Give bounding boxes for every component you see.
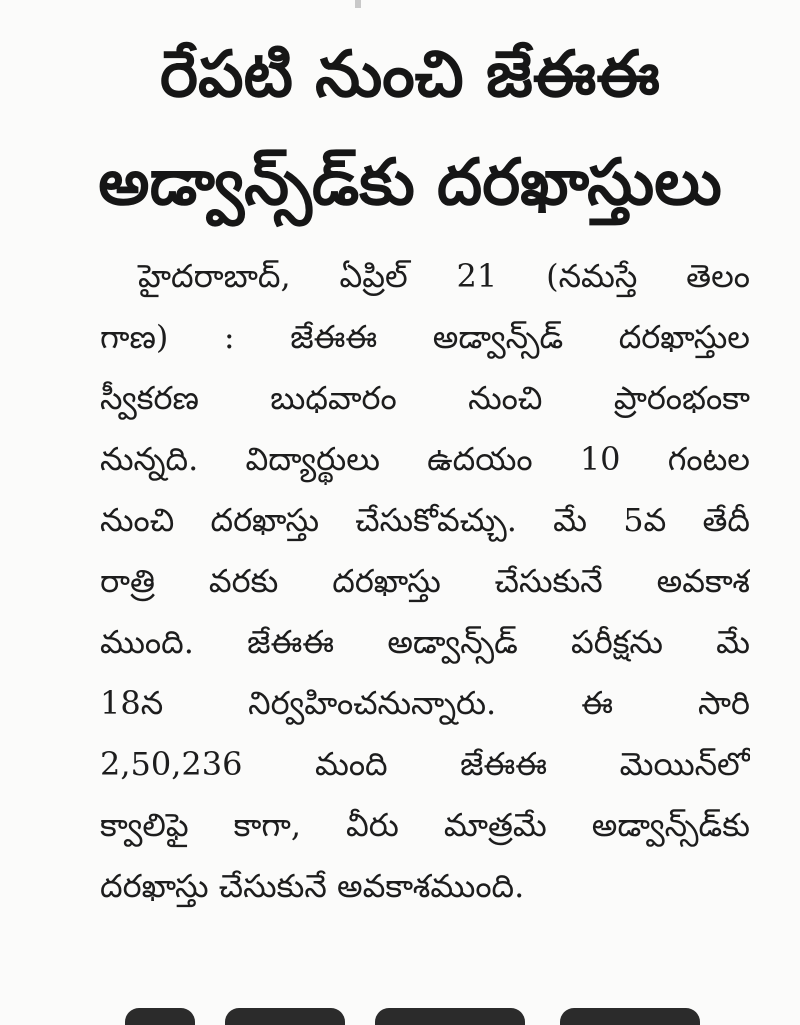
body-line-2: గాణ) : జేఈఈ అడ్వాన్స్‌డ్ దరఖాస్తుల [100,318,750,356]
article-body [100,246,750,917]
body-line-7: ముంది. జేఈఈ అడ్వాన్స్‌డ్ పరీక్షను మే [100,623,750,661]
body-line-9: 2,50,236 మంది జేఈఈ మెయిన్‌లో [100,745,750,783]
body-line-4: నున్నది. విద్యార్థులు ఉదయం 10 గంటల [100,440,750,478]
body-line-3: స్వీకరణ బుధవారం నుంచి ప్రారంభంకా [100,379,750,417]
body-line-11: దరఖాస్తు చేసుకునే అవకాశముంది. [100,867,525,905]
body-line-5: నుంచి దరఖాస్తు చేసుకోవచ్చు. మే 5వ తేదీ [100,501,750,539]
body-line-10: క్వాలిఫై కాగా, వీరు మాత్రమే అడ్వాన్స్‌డ్‌కు [100,806,750,844]
headline-line-2: అడ్వాన్స్‌డ్‌కు దరఖాస్తులు [98,146,722,220]
body-line-6: రాత్రి వరకు దరఖాస్తు చేసుకునే అవకాశ [100,562,750,600]
column-rule-mark [355,0,361,8]
next-headline-fragment [0,1000,800,1025]
body-line-1: హైదరాబాద్, ఏప్రిల్ 21 (నమస్తే తెలం [138,257,750,295]
headline-line-1: రేపటి నుంచి జేఈఈ [160,38,660,112]
body-line-8: 18న నిర్వహించనున్నారు. ఈ సారి [100,684,750,722]
